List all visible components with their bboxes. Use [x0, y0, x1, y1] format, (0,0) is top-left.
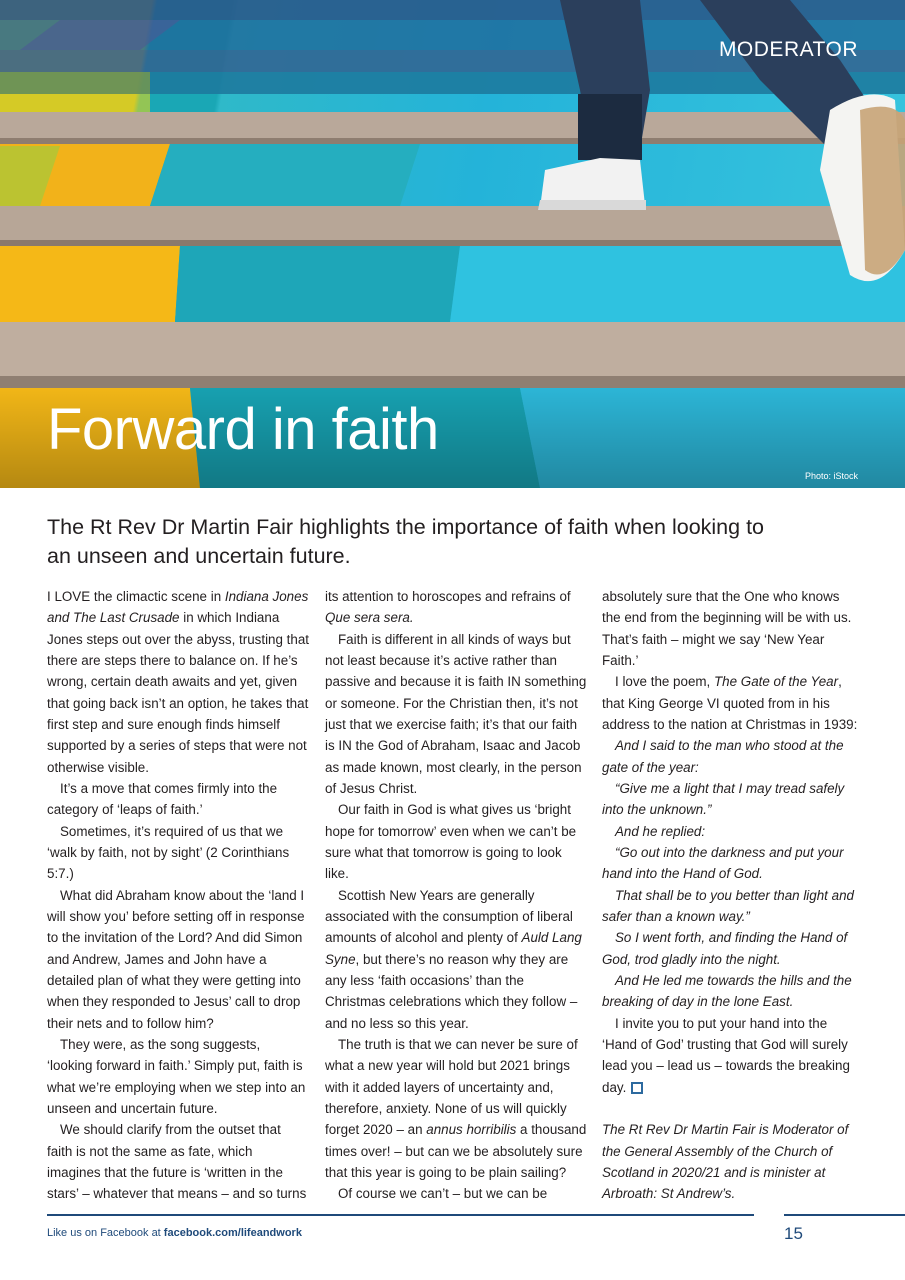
facebook-link[interactable]: facebook.com/lifeandwork — [163, 1227, 302, 1239]
paragraph — [325, 586, 587, 629]
poem-line-text: And he replied: — [615, 823, 706, 839]
paragraph: Faith is different in all kinds of ways but not least because it’s active rather than passive and because it is faith IN something or someone. For the Christian then, it’s not just that we exercise faith; it’s that our faith is IN the God of Abraham, Isaac and Jacob as made known, most clearly, in the person of Jesus Christ. — [325, 631, 587, 796]
section-label: MODERATOR — [718, 38, 858, 61]
paragraph — [325, 885, 587, 1034]
poem-line — [602, 885, 860, 928]
paragraph — [602, 671, 860, 735]
poem-line — [602, 970, 860, 1013]
latin-phrase: annus horribilis — [426, 1122, 517, 1138]
paragraph: They were, as the song suggests, ‘looking forward in faith.’ Simply put, faith is what we’re employing when we step into an unseen and uncertain future. — [47, 1036, 306, 1116]
poem-line-text: “Give me a light that I may tread safely into the unknown.” — [602, 780, 845, 818]
paragraph: Of course we can’t – but we can be — [338, 1186, 548, 1202]
text-run: I invite you to put your hand into the ‘Hand of God’ trusting that God will surely lead you – lead us – towards the breaking day. — [602, 1015, 850, 1095]
poem-line — [602, 842, 860, 885]
paragraph: It’s a move that comes firmly into the category of ‘leaps of faith.’ — [47, 780, 278, 818]
end-of-article-icon — [631, 1082, 643, 1094]
text-run: I love the poem, — [615, 674, 714, 690]
paragraph: Our faith in God is what gives us ‘bright hope for tomorrow’ even when we can’t be sure what that tomorrow is going to look like. — [325, 802, 577, 882]
author-bio: The Rt Rev Dr Martin Fair is Moderator of the General Assembly of the Church of Scotland in 2020/21 and is minister at Arbroath: St Andrew’s. — [602, 1122, 849, 1202]
song-title: Auld Lang Syne — [325, 930, 582, 967]
paragraph — [602, 1013, 860, 1098]
paragraph — [47, 586, 309, 778]
poem-line — [602, 735, 860, 778]
text-run: The truth is that we can never be sure of what a new year will hold but 2021 brings with it added layers of uncertainty and, therefore, anxiety. None of us will quickly forget 2020 – an — [325, 1036, 578, 1138]
hero-photo — [0, 0, 905, 488]
paragraph: What did Abraham know about the ‘land I will show you’ before setting off in response to the invitation of the Lord? And did Simon and Andrew, James and John have a detailed plan of what they were getting into when they responded to Jesus’ call to drop their nets and to follow him? — [47, 887, 305, 1031]
text-run: in which Indiana Jones steps out over the abyss, trusting that there are steps there to balance on. If he’s wrong, certain death awaits and yet, given that going back isn’t an option, he takes that first step and sure enough finds himself supported by a series of steps that were not otherwise visible. — [47, 610, 310, 775]
text-run: , that King George VI quoted from in his address to the nation at Christmas in 1939: — [602, 674, 858, 732]
body-column-2 — [325, 586, 587, 1205]
poem-line-text: “Go out into the darkness and put your hand into the Hand of God. — [602, 844, 844, 882]
poem-line — [602, 927, 860, 970]
body-column-3 — [602, 586, 860, 1205]
text-run: , but there’s no reason why they are any less ‘faith occasions’ than the Christmas celebrations which they follow – and no less so this year. — [325, 951, 578, 1031]
footer-prefix: Like us on Facebook at — [47, 1227, 164, 1239]
poem-line-text: That shall be to you better than light and safer than a known way.” — [602, 887, 854, 924]
text-run: Scottish New Years are generally associated with the consumption of liberal amounts of alcohol and plenty of — [325, 887, 573, 946]
page-number: 15 — [784, 1224, 803, 1243]
text-run: I LOVE the climactic scene in — [47, 589, 225, 604]
poem-line-text: And He led me towards the hills and the breaking of day in the lone East. — [602, 972, 852, 1010]
footer-facebook — [47, 1227, 302, 1239]
paragraph: Sometimes, it’s required of us that we ‘walk by faith, not by sight’ (2 Corinthians 5:7.) — [47, 823, 290, 882]
text-run: its attention to horoscopes and refrains of — [325, 589, 571, 604]
standfirst: The Rt Rev Dr Martin Fair highlights the importance of faith when looking to an unseen and uncertain future. — [47, 515, 764, 568]
paragraph — [325, 1034, 587, 1183]
song-title: Que sera sera. — [325, 610, 414, 626]
poem-line-text: So I went forth, and finding the Hand of God, trod gladly into the night. — [602, 930, 848, 967]
footer-rule — [47, 1214, 754, 1216]
footer-rule-page — [784, 1214, 905, 1216]
text-run: a thousand times over! – but can we be absolutely sure that this year is going to be plain sailing? — [325, 1122, 587, 1180]
paragraph: We should clarify from the outset that faith is not the same as fate, which imagines that the future is ‘written in the stars’ – whatever that means – and so turns — [47, 1122, 307, 1202]
body-column-1 — [47, 586, 309, 1205]
photo-credit: Photo: iStock — [804, 471, 858, 481]
poem-line — [602, 778, 860, 821]
poem-line-text: And I said to the man who stood at the gate of the year: — [602, 738, 844, 775]
page-title: Forward in faith — [47, 397, 439, 462]
paragraph: absolutely sure that the One who knows the end from the beginning will be with us. That’s faith – might we say ‘New Year Faith.’ — [602, 589, 852, 668]
film-title: Indiana Jones and The Last Crusade — [47, 589, 309, 626]
poem-title: The Gate of the Year — [714, 674, 839, 690]
poem-line — [602, 821, 860, 842]
